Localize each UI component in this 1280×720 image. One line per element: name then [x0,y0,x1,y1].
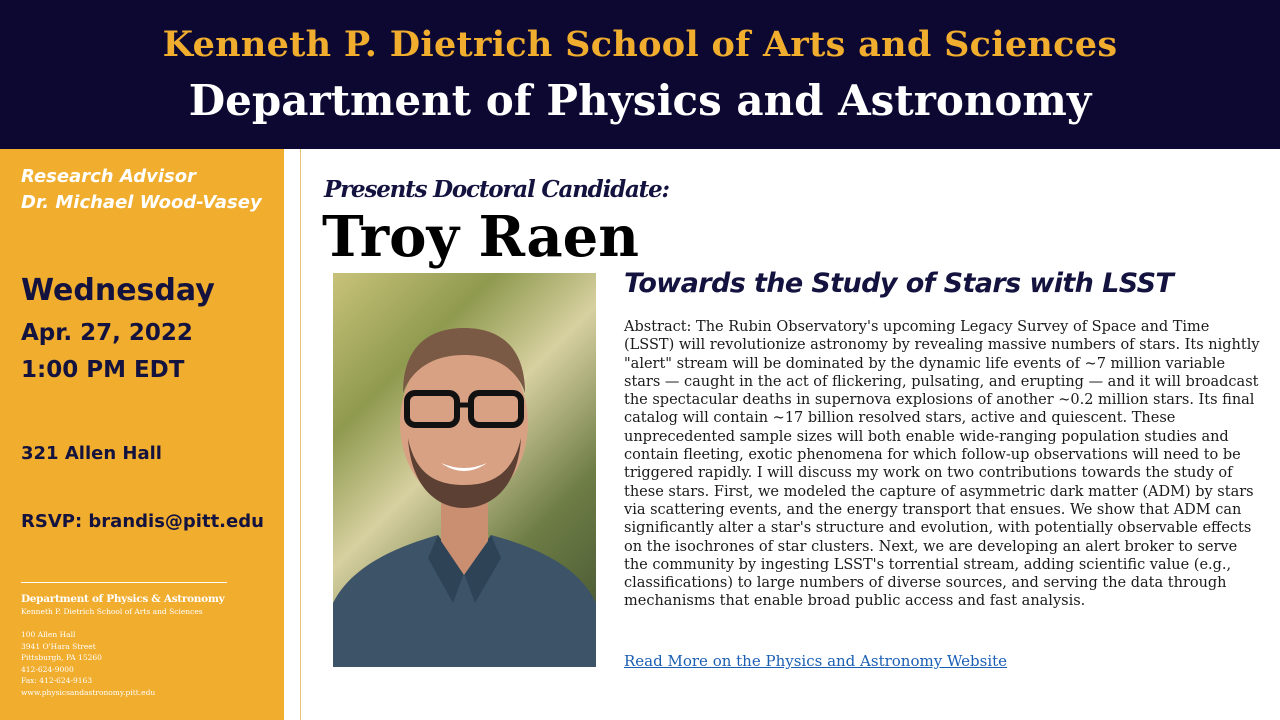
rsvp-contact: RSVP: brandis@pitt.edu [21,511,264,532]
abstract-text: Abstract: The Rubin Observatory's upcoming Legacy Survey of Space and Time (LSST) will revolutionize astronomy by revealing massive numbers of stars. Its nightly "alert" stream will be dominated by the dynamic life events of ~7 million variable stars — caught in the act of flickering, pulsating, and erupting — and it will broadcast the spectacular deaths in supernova explosions of another ~0.2 million stars. Its final catalog will contain ~17 billion resolved stars, active and quiescent. These unprecedented sample sizes will both enable wide-ranging population studies and contain fleeting, exotic phenomena for which follow-up observations will need to be triggered rapidly. I will discuss my work on two contributions towards the study of these stars. First, we modeled the capture of asymmetric dark matter (ADM) by stars via scattering events, and the energy transport that ensues. We show that ADM can significantly alter a star's structure and evolution, with potentially observable effects on the isochrones of star clusters. Next, we are developing an alert broker to serve the community by ingesting LSST's torrential stream, adding scientific value (e.g., classifications) to large numbers of diverse sources, and serving the data through mechanisms that enable broad public access and fast analysis. [624,319,1260,610]
read-more-link[interactable]: Read More on the Physics and Astronomy Website [624,652,1008,670]
address-line: Pittsburgh, PA 15260 [21,653,102,662]
footer-school: Kenneth P. Dietrich School of Arts and Sciences [21,607,203,616]
event-date: Apr. 27, 2022 [21,320,193,346]
event-location: 321 Allen Hall [21,443,162,464]
address-line: Fax: 412-624-9163 [21,676,93,685]
content-divider [300,149,301,720]
talk-title: Towards the Study of Stars with LSST [624,268,1174,299]
event-day: Wednesday [21,273,215,308]
advisor-name: Dr. Michael Wood-Vasey [21,192,262,213]
advisor-label: Research Advisor [21,166,196,187]
sidebar [0,149,284,720]
candidate-photo [333,273,596,667]
footer-address [21,629,155,698]
department-name: Department of Physics and Astronomy [188,76,1092,125]
address-line: 3941 O'Hara Street [21,641,96,651]
event-time: 1:00 PM EDT [21,357,185,383]
portrait-illustration [333,273,596,667]
school-name: Kenneth P. Dietrich School of Arts and Sciences [162,24,1118,65]
presents-label: Presents Doctoral Candidate: [324,176,669,203]
address-line: 412-624-9000 [21,664,74,674]
header-banner [0,0,1280,149]
candidate-name: Troy Raen [322,204,639,270]
address-line: 100 Allen Hall [21,630,76,639]
footer-department: Department of Physics & Astronomy [21,593,225,605]
address-line: www.physicsandastronomy.pitt.edu [21,687,156,697]
footer-divider [21,582,227,583]
